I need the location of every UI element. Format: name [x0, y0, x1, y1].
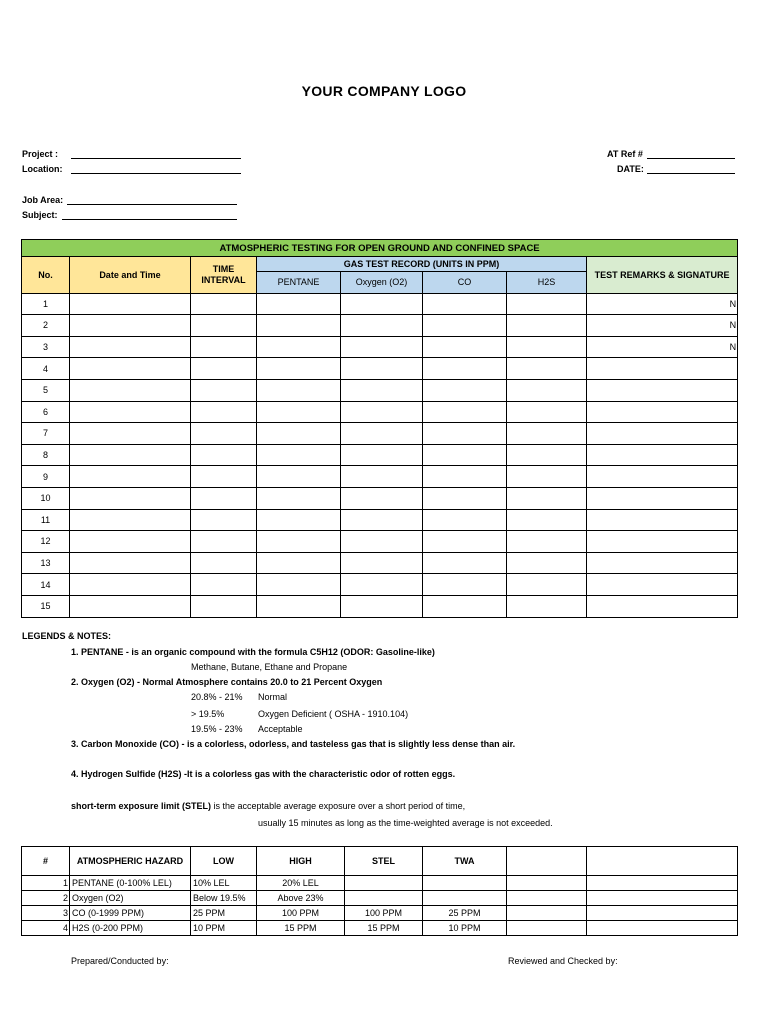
o2-range-3: 19.5% - 23%: [191, 724, 243, 734]
remarks-cell[interactable]: [587, 423, 738, 445]
table-row: [22, 595, 738, 617]
hazard-blank-2: [587, 876, 738, 891]
hazard-blank-2: [587, 891, 738, 906]
notes-heading: LEGENDS & NOTES:: [22, 631, 112, 641]
hazard-row: [22, 876, 738, 891]
hazard-limits-table: [21, 846, 738, 936]
h2s-cell[interactable]: [507, 466, 587, 488]
row-number: 10: [22, 487, 70, 509]
h2s-cell[interactable]: [507, 293, 587, 315]
remarks-cell[interactable]: N: [587, 336, 738, 358]
co-cell[interactable]: [423, 574, 507, 596]
co-cell[interactable]: [423, 293, 507, 315]
hazard-blank-1: [507, 876, 587, 891]
table-row: [22, 487, 738, 509]
table-row: [22, 444, 738, 466]
date-time-cell[interactable]: [70, 444, 191, 466]
hazard-num: 2: [22, 891, 70, 906]
hazard-low: 10 PPM: [191, 921, 257, 936]
co-cell[interactable]: [423, 358, 507, 380]
hazard-low: Below 19.5%: [191, 891, 257, 906]
co-cell[interactable]: [423, 444, 507, 466]
note-pentane: 1. PENTANE - is an organic compound with the formula C5H12 (ODOR: Gasoline-like): [71, 647, 435, 657]
col-header-no: No.: [22, 257, 70, 294]
oxygen-cell[interactable]: [341, 574, 423, 596]
hazard-high: Above 23%: [257, 891, 345, 906]
pentane-cell[interactable]: [257, 336, 341, 358]
hazard-header-low: LOW: [191, 847, 257, 876]
project-field[interactable]: [71, 148, 241, 159]
col-header-date-time: Date and Time: [70, 257, 191, 294]
hazard-name: CO (0-1999 PPM): [70, 906, 191, 921]
date-time-cell[interactable]: [70, 531, 191, 553]
table-row: [22, 315, 738, 337]
co-cell[interactable]: [423, 509, 507, 531]
table-row: [22, 401, 738, 423]
note-h2s: 4. Hydrogen Sulfide (H2S) -It is a colorless gas with the characteristic odor of rotten eggs.: [71, 769, 456, 779]
time-interval-cell[interactable]: [191, 379, 257, 401]
h2s-cell[interactable]: [507, 379, 587, 401]
location-field[interactable]: [71, 163, 241, 174]
remarks-cell[interactable]: [587, 531, 738, 553]
note-oxygen: 2. Oxygen (O2) - Normal Atmosphere contains 20.0 to 21 Percent Oxygen: [71, 677, 383, 687]
oxygen-cell[interactable]: [341, 509, 423, 531]
time-interval-cell[interactable]: [191, 315, 257, 337]
hazard-row: [22, 891, 738, 906]
h2s-cell[interactable]: [507, 444, 587, 466]
at-ref-field[interactable]: [647, 148, 735, 159]
remarks-cell[interactable]: [587, 509, 738, 531]
co-cell[interactable]: [423, 423, 507, 445]
hazard-stel: [345, 891, 423, 906]
remarks-cell[interactable]: [587, 574, 738, 596]
remarks-cell[interactable]: [587, 466, 738, 488]
table-row: [22, 379, 738, 401]
co-cell[interactable]: [423, 466, 507, 488]
h2s-cell[interactable]: [507, 509, 587, 531]
table-row: [22, 466, 738, 488]
hazard-stel: 15 PPM: [345, 921, 423, 936]
hazard-header-num: #: [22, 847, 70, 876]
pentane-cell[interactable]: [257, 401, 341, 423]
time-interval-cell[interactable]: [191, 401, 257, 423]
oxygen-cell[interactable]: [341, 423, 423, 445]
hazard-twa: [423, 876, 507, 891]
hazard-header-high: HIGH: [257, 847, 345, 876]
oxygen-cell[interactable]: [341, 401, 423, 423]
row-number: 8: [22, 444, 70, 466]
col-header-time-line1: TIME: [212, 263, 235, 274]
hazard-blank-1: [507, 921, 587, 936]
col-header-remarks: TEST REMARKS & SIGNATURE: [587, 257, 738, 294]
remarks-cell[interactable]: [587, 487, 738, 509]
row-number: 9: [22, 466, 70, 488]
date-time-cell[interactable]: [70, 466, 191, 488]
hazard-high: 100 PPM: [257, 906, 345, 921]
hazard-low: 25 PPM: [191, 906, 257, 921]
h2s-cell[interactable]: [507, 358, 587, 380]
time-interval-cell[interactable]: [191, 336, 257, 358]
date-time-cell[interactable]: [70, 358, 191, 380]
o2-range-2: > 19.5%: [191, 709, 225, 719]
hazard-header-stel: STEL: [345, 847, 423, 876]
date-time-cell[interactable]: [70, 315, 191, 337]
row-number: 13: [22, 552, 70, 574]
oxygen-cell[interactable]: [341, 379, 423, 401]
co-cell[interactable]: [423, 487, 507, 509]
co-cell[interactable]: [423, 595, 507, 617]
hazard-blank-1: [507, 906, 587, 921]
row-number: 6: [22, 401, 70, 423]
table-row: [22, 358, 738, 380]
co-cell[interactable]: [423, 401, 507, 423]
col-header-oxygen: Oxygen (O2): [341, 272, 423, 294]
oxygen-cell[interactable]: [341, 466, 423, 488]
row-number: 15: [22, 595, 70, 617]
hazard-high: 15 PPM: [257, 921, 345, 936]
col-header-co: CO: [423, 272, 507, 294]
table-row: [22, 509, 738, 531]
company-logo-text: YOUR COMPANY LOGO: [301, 83, 467, 99]
subject-label: Subject:: [22, 210, 58, 220]
time-interval-cell[interactable]: [191, 358, 257, 380]
h2s-cell[interactable]: [507, 595, 587, 617]
time-interval-cell[interactable]: [191, 552, 257, 574]
remarks-cell[interactable]: [587, 358, 738, 380]
at-ref-label: AT Ref #: [607, 149, 643, 159]
pentane-cell[interactable]: [257, 466, 341, 488]
time-interval-cell[interactable]: [191, 444, 257, 466]
h2s-cell[interactable]: [507, 336, 587, 358]
h2s-cell[interactable]: [507, 531, 587, 553]
hazard-name: Oxygen (O2): [70, 891, 191, 906]
o2-range-1: 20.8% - 21%: [191, 692, 243, 702]
date-time-cell[interactable]: [70, 595, 191, 617]
time-interval-cell[interactable]: [191, 574, 257, 596]
co-cell[interactable]: [423, 336, 507, 358]
h2s-cell[interactable]: [507, 401, 587, 423]
pentane-cell[interactable]: [257, 444, 341, 466]
oxygen-cell[interactable]: [341, 336, 423, 358]
hazard-high: 20% LEL: [257, 876, 345, 891]
row-number: 3: [22, 336, 70, 358]
hazard-header-blank-2: [587, 847, 738, 876]
o2-desc-2: Oxygen Deficient ( OSHA - 1910.104): [258, 709, 409, 719]
oxygen-cell[interactable]: [341, 358, 423, 380]
pentane-cell[interactable]: [257, 423, 341, 445]
table-row: [22, 552, 738, 574]
co-cell[interactable]: [423, 315, 507, 337]
date-time-cell[interactable]: [70, 293, 191, 315]
date-time-cell[interactable]: [70, 423, 191, 445]
pentane-cell[interactable]: [257, 358, 341, 380]
stel-definition: is the acceptable average exposure over a short period of time,: [211, 801, 466, 811]
gas-test-record-header: GAS TEST RECORD (UNITS IN PPM): [257, 257, 587, 272]
oxygen-cell[interactable]: [341, 444, 423, 466]
job-area-field[interactable]: [67, 194, 237, 205]
remarks-cell[interactable]: [587, 595, 738, 617]
time-interval-cell[interactable]: [191, 423, 257, 445]
hazard-num: 4: [22, 921, 70, 936]
date-time-cell[interactable]: [70, 336, 191, 358]
time-interval-cell[interactable]: [191, 466, 257, 488]
o2-desc-1: Normal: [258, 692, 288, 702]
h2s-cell[interactable]: [507, 487, 587, 509]
hazard-blank-2: [587, 921, 738, 936]
atmospheric-testing-table: [21, 239, 738, 618]
table-row: [22, 293, 738, 315]
hazard-blank-2: [587, 906, 738, 921]
h2s-cell[interactable]: [507, 552, 587, 574]
note-co: 3. Carbon Monoxide (CO) - is a colorless, odorless, and tasteless gas that is slightly less dense than air.: [71, 739, 516, 749]
remarks-cell[interactable]: [587, 552, 738, 574]
hazard-stel: 100 PPM: [345, 906, 423, 921]
remarks-cell[interactable]: N: [587, 293, 738, 315]
hazard-header-hazard: ATMOSPHERIC HAZARD: [70, 847, 191, 876]
time-interval-cell[interactable]: [191, 509, 257, 531]
pentane-cell[interactable]: [257, 531, 341, 553]
hazard-low: 10% LEL: [191, 876, 257, 891]
table-row: [22, 336, 738, 358]
hazard-row: [22, 921, 738, 936]
hazard-twa: 25 PPM: [423, 906, 507, 921]
row-number: 7: [22, 423, 70, 445]
h2s-cell[interactable]: [507, 423, 587, 445]
hazard-num: 3: [22, 906, 70, 921]
row-number: 14: [22, 574, 70, 596]
row-number: 11: [22, 509, 70, 531]
col-header-time-interval: [191, 257, 257, 294]
oxygen-cell[interactable]: [341, 531, 423, 553]
stel-term: short-term exposure limit (STEL): [71, 801, 212, 811]
remarks-cell[interactable]: [587, 444, 738, 466]
col-header-h2s: H2S: [507, 272, 587, 294]
prepared-by-label: Prepared/Conducted by:: [71, 956, 169, 966]
pentane-cell[interactable]: [257, 487, 341, 509]
time-interval-cell[interactable]: [191, 487, 257, 509]
pentane-cell[interactable]: [257, 379, 341, 401]
co-cell[interactable]: [423, 379, 507, 401]
h2s-cell[interactable]: [507, 315, 587, 337]
co-cell[interactable]: [423, 531, 507, 553]
hazard-header-twa: TWA: [423, 847, 507, 876]
time-interval-cell[interactable]: [191, 293, 257, 315]
hazard-twa: 10 PPM: [423, 921, 507, 936]
oxygen-cell[interactable]: [341, 315, 423, 337]
table-row: [22, 423, 738, 445]
pentane-cell[interactable]: [257, 552, 341, 574]
remarks-cell[interactable]: [587, 379, 738, 401]
project-label: Project :: [22, 149, 59, 159]
pentane-cell[interactable]: [257, 293, 341, 315]
hazard-row: [22, 906, 738, 921]
hazard-blank-1: [507, 891, 587, 906]
date-time-cell[interactable]: [70, 574, 191, 596]
reviewed-by-label: Reviewed and Checked by:: [508, 956, 618, 966]
table-row: [22, 574, 738, 596]
note-stel: [71, 801, 465, 811]
location-label: Location:: [22, 164, 63, 174]
row-number: 1: [22, 293, 70, 315]
time-interval-cell[interactable]: [191, 531, 257, 553]
hazard-num: 1: [22, 876, 70, 891]
h2s-cell[interactable]: [507, 574, 587, 596]
oxygen-cell[interactable]: [341, 552, 423, 574]
hazard-name: PENTANE (0-100% LEL): [70, 876, 191, 891]
date-time-cell[interactable]: [70, 487, 191, 509]
date-time-cell[interactable]: [70, 379, 191, 401]
co-cell[interactable]: [423, 552, 507, 574]
row-number: 12: [22, 531, 70, 553]
date-time-cell[interactable]: [70, 509, 191, 531]
hazard-twa: [423, 891, 507, 906]
pentane-cell[interactable]: [257, 595, 341, 617]
oxygen-cell[interactable]: [341, 595, 423, 617]
col-header-time-line2: INTERVAL: [201, 274, 246, 285]
o2-desc-3: Acceptable: [258, 724, 303, 734]
remarks-cell[interactable]: [587, 401, 738, 423]
pentane-cell[interactable]: [257, 509, 341, 531]
oxygen-cell[interactable]: [341, 487, 423, 509]
oxygen-cell[interactable]: [341, 293, 423, 315]
hazard-header-blank-1: [507, 847, 587, 876]
subject-field[interactable]: [62, 209, 237, 220]
job-area-label: Job Area:: [22, 195, 64, 205]
row-number: 4: [22, 358, 70, 380]
remarks-cell[interactable]: N: [587, 315, 738, 337]
row-number: 5: [22, 379, 70, 401]
time-interval-cell[interactable]: [191, 595, 257, 617]
table-row: [22, 531, 738, 553]
date-field[interactable]: [647, 163, 735, 174]
date-label: DATE:: [617, 164, 644, 174]
note-pentane-sub: Methane, Butane, Ethane and Propane: [191, 662, 348, 672]
table-title: ATMOSPHERIC TESTING FOR OPEN GROUND AND CONFINED SPACE: [22, 240, 738, 257]
date-time-cell[interactable]: [70, 401, 191, 423]
hazard-stel: [345, 876, 423, 891]
col-header-pentane: PENTANE: [257, 272, 341, 294]
hazard-name: H2S (0-200 PPM): [70, 921, 191, 936]
note-stel-line2: usually 15 minutes as long as the time-weighted average is not exceeded.: [258, 818, 553, 828]
date-time-cell[interactable]: [70, 552, 191, 574]
row-number: 2: [22, 315, 70, 337]
pentane-cell[interactable]: [257, 574, 341, 596]
pentane-cell[interactable]: [257, 315, 341, 337]
